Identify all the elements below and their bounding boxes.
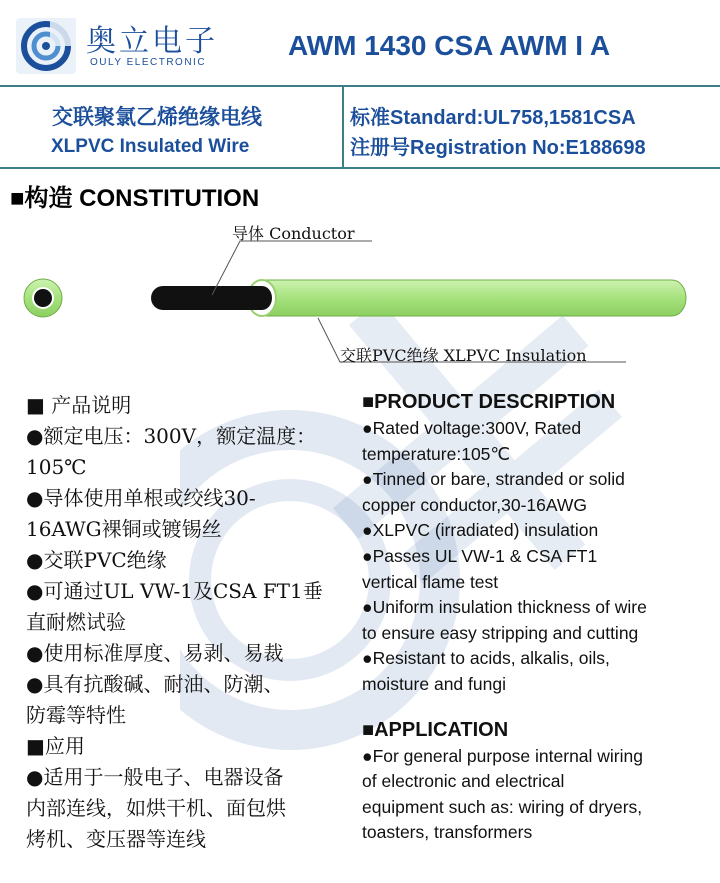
en-line: ●Passes UL VW-1 & CSA FT1 [362,545,598,566]
chinese-description [26,390,356,855]
en-line: ●XLPVC (irradiated) insulation [362,520,599,541]
wire-cross-section [24,279,62,317]
construction-heading: ■构造 CONSTITUTION [10,185,260,212]
logo-chinese-name: 奥立电子 [86,24,218,59]
cn-line: 内部连线，如烘干机、面包烘 [26,796,286,820]
wire-conductor [151,286,272,310]
cn-line: ●适用于一般电子、电器设备 [26,765,284,789]
en-line: of electronic and electrical [362,771,565,792]
wire-insulation [248,280,686,316]
header-divider-vertical [342,87,344,167]
en-line: vertical flame test [362,571,499,592]
section-gap [362,698,714,716]
en-line: ●Resistant to acids, alkalis, oils, [362,648,610,669]
cn-line: 16AWG裸铜或镀锡丝 [26,517,222,541]
cn-line: ●具有抗酸碱、耐油、防潮、 [26,672,284,696]
en-line: equipment such as: wiring of dryers, [362,796,643,817]
conductor-label: 导体 Conductor [232,224,355,243]
cn-line: ●可通过UL VW-1及CSA FT1垂 [26,579,323,603]
cn-line: 105℃ [26,455,87,479]
en-line: temperature:105℃ [362,443,511,464]
header-divider-bottom [0,167,720,169]
product-description-heading: ■PRODUCT DESCRIPTION [362,391,616,413]
header-divider-top [0,85,720,87]
cn-line: ●导体使用单根或绞线30- [26,486,256,510]
ouly-logo-icon [16,18,76,74]
english-description [362,388,714,846]
en-line: toasters, transformers [362,822,533,843]
cn-line: ●使用标准厚度、易剥、易裁 [26,641,284,665]
en-line: to ensure easy stripping and cutting [362,622,639,643]
standard-label: 标准Standard:UL758,1581CSA [350,107,636,129]
logo-english-name: OULY ELECTRONIC [90,57,207,68]
document-title: AWM 1430 CSA AWM I A [288,30,611,61]
cn-line: ■ 产品说明 [26,393,132,417]
cn-line: 烤机、变压器等连线 [26,827,206,851]
registration-number: 注册号Registration No:E188698 [350,137,646,159]
en-line: ●Rated voltage:300V, Rated [362,418,582,438]
en-line: copper conductor,30-16AWG [362,494,588,515]
product-name-english: XLPVC Insulated Wire [51,136,250,157]
cn-line: ■应用 [26,734,85,758]
cn-line: 防霉等特性 [26,703,126,727]
en-line: ●Uniform insulation thickness of wire [362,597,647,618]
en-line: ●For general purpose internal wiring [362,745,643,766]
en-line: ●Tinned or bare, stranded or solid [362,469,625,490]
cn-line: ●额定电压：300V，额定温度： [26,424,317,448]
product-name-chinese: 交联聚氯乙烯绝缘电线 [52,105,262,129]
cn-line: 直耐燃试验 [26,610,126,634]
insulation-label: 交联PVC绝缘 XLPVC Insulation [340,346,587,365]
application-heading: ■APPLICATION [362,718,509,741]
en-line: moisture and fungi [362,673,506,694]
cn-line: ●交联PVC绝缘 [26,548,167,572]
